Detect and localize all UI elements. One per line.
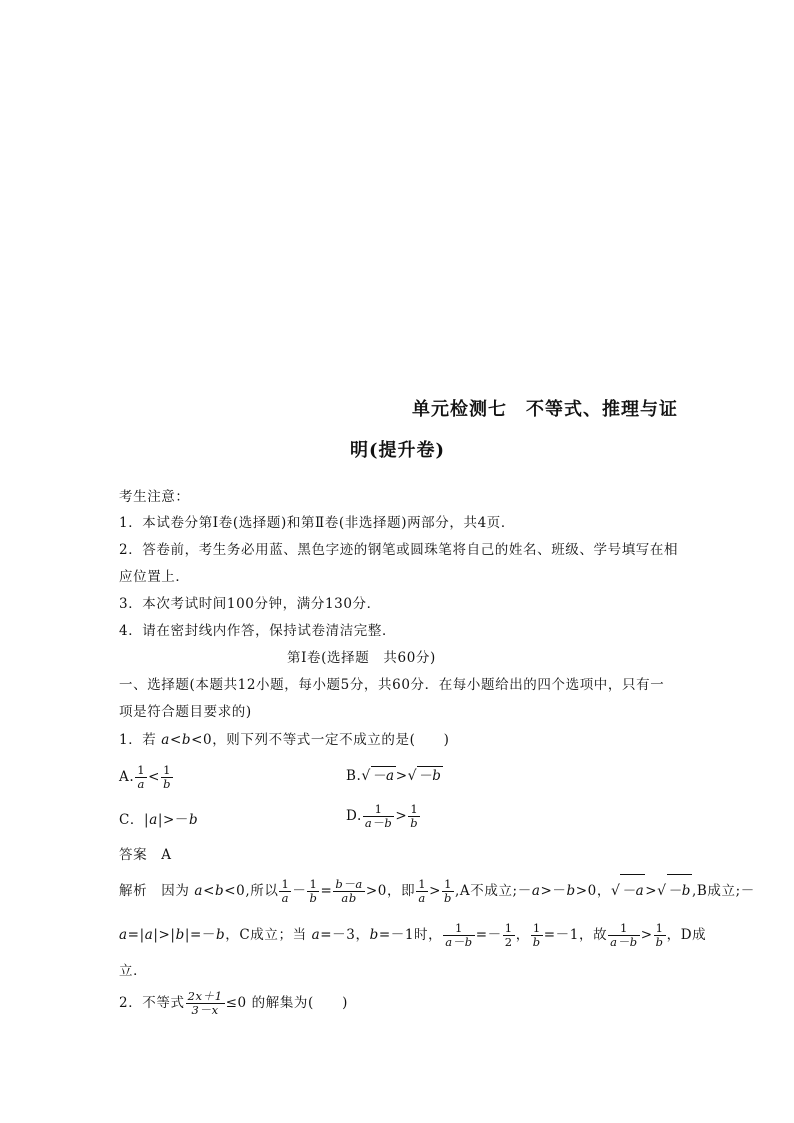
q1-analysis-line-3: 立． [119,963,148,979]
section-instructions-2: 项是符合题目要求的) [119,704,252,720]
section-title: 第Ⅰ卷(选择题 共60分) [287,650,436,666]
q1-option-b: B.√－a>√－b [346,768,442,784]
q1-analysis-line-2: a=|a|>|b|=－b，C成立；当 a=－3，b=－1时， $\frac{1}{a-b}$ =－ $\frac{1}{2}$ ， $\frac{1}{b}$ =－1，故 $\frac{1}{a-b}$ > $\frac{1}{b}$ ，D成 [119,921,707,949]
q1-analysis-line-1: 解析 因为 a<b<0,所以 $\frac{1}{a}$ － $\frac{1}{b}$ = $\frac{b-a}{ab}$ >0，即 $\frac{1}{a}$ > $\frac{1}{b}$ ,A不成立;－a>－b>0，√－a>√－b,B成立;－ [119,874,755,907]
q1-option-a: A. $\frac{1}{a}$ < $\frac{1}{b}$ [119,763,172,791]
notice-item-2: 2．答卷前，考生务必用蓝、黑色字迹的钢笔或圆珠笔将自己的姓名、班级、学号填写在相 [119,542,679,558]
q1-answer: 答案 A [119,847,172,863]
notice-item-1: 1．本试卷分第Ⅰ卷(选择题)和第Ⅱ卷(非选择题)两部分，共4页． [119,515,515,531]
q1-option-c: C．|a|>－b [119,812,199,828]
q2-stem: 2．不等式 $\frac{2x+1}{3-x}$ ≤0 的解集为( ) [119,989,348,1017]
notice-heading: 考生注意： [119,489,190,505]
notice-item-2-cont: 应位置上． [119,569,190,585]
notice-item-4: 4．请在密封线内作答，保持试卷清洁完整． [119,623,397,639]
section-instructions-1: 一、选择题(本题共12小题，每小题5分，共60分．在每小题给出的四个选项中，只有一 [119,677,665,693]
q1-option-d: D. $\frac{1}{a-b}$ > $\frac{1}{b}$ [346,802,419,830]
title-line-1: 单元检测七 不等式、推理与证 [412,399,678,420]
notice-item-3: 3．本次考试时间100分钟，满分130分． [119,596,381,612]
title-line-2: 明(提升卷) [350,440,446,461]
q1-stem: 1．若 a<b<0，则下列不等式一定不成立的是( ) [119,732,450,748]
